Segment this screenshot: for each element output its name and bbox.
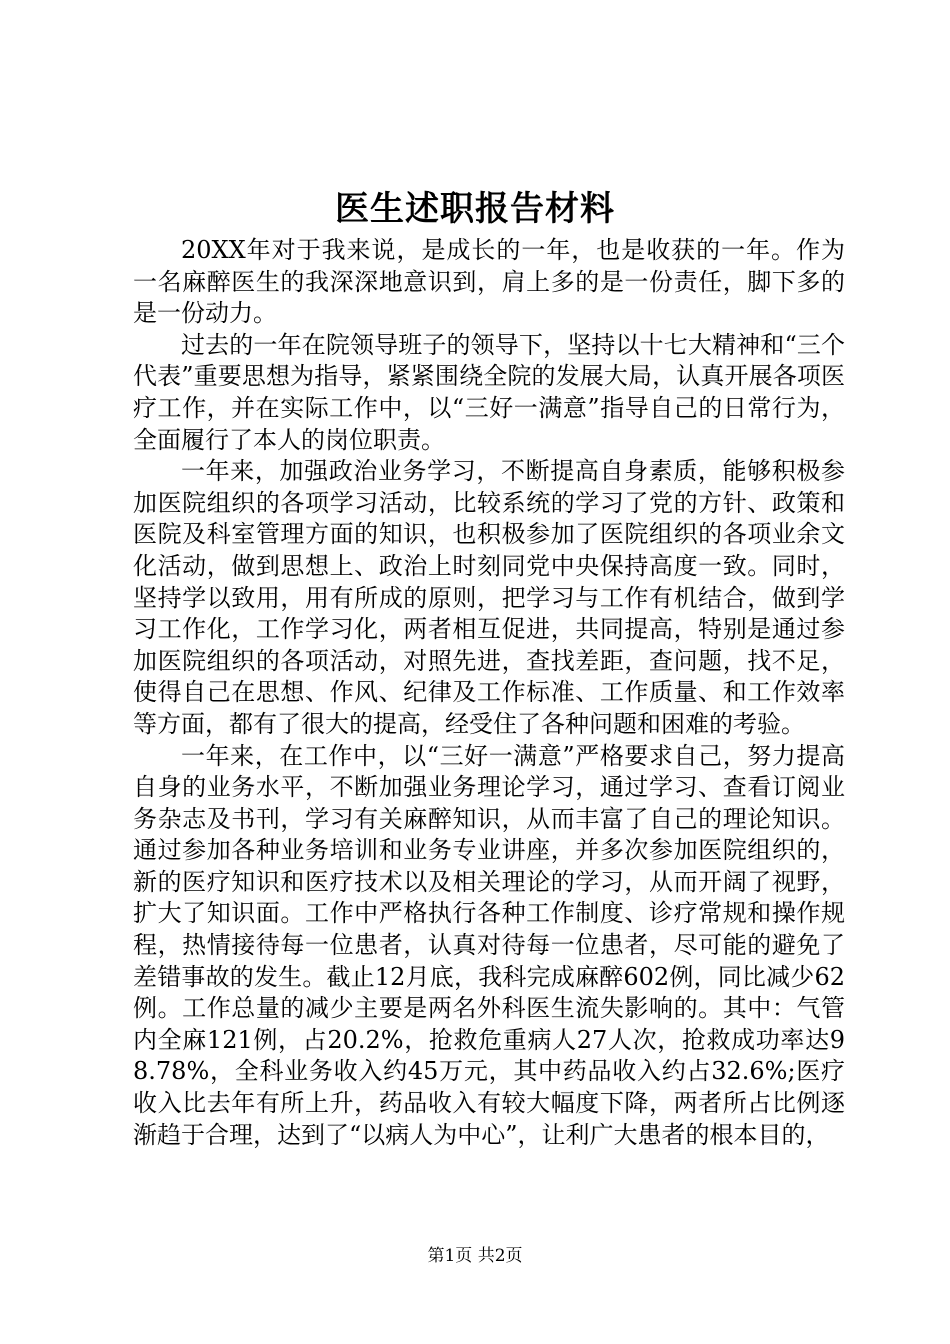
document-title: 医生述职报告材料 (335, 189, 615, 229)
paragraph: 20XX年对于我来说，是成长的一年，也是收获的一年。作为一名麻醉医生的我深深地意识到，肩上多的是一份责任，脚下多的是一份动力。 (133, 236, 845, 328)
paragraph: 一年来，在工作中，以“三好一满意”严格要求自己，努力提高自身的业务水平，不断加强业务理论学习，通过学习、查看订阅业务杂志及书刊，学习有关麻醉知识，从而丰富了自己的理论知识。通过参加各种业务培训和业务专业讲座，并多次参加医院组织的，新的医疗知识和医疗技术以及相关理论的学习，从而开阔了视野，扩大了知识面。工作中严格执行各种工作制度、诊疗常规和操作规程，热情接待每一位患者，认真对待每一位患者，尽可能的避免了差错事故的发生。截止12月底，我科完成麻醉602例，同比减少62例。工作总量的减少主要是两名外科医生流失影响的。其中：气管内全麻121例，占20.2%，抢救危重病人27人次，抢救成功率达98.78%，全科业务收入约45万元，其中药品收入约占32.6%;医疗收入比去年有所上升，药品收入有较大幅度下降，两者所占比例逐渐趋于合理，达到了“以病人为中心”，让利广大患者的根本目的， (133, 741, 845, 1149)
page-number-footer: 第1页 共2页 (427, 1246, 523, 1266)
paragraph: 一年来，加强政治业务学习，不断提高自身素质，能够积极参加医院组织的各项学习活动，比较系统的学习了党的方针、政策和医院及科室管理方面的知识，也积极参加了医院组织的各项业余文化活动，做到思想上、政治上时刻同党中央保持高度一致。同时，坚持学以致用，用有所成的原则，把学习与工作有机结合，做到学习工作化，工作学习化，两者相互促进，共同提高，特别是通过参加医院组织的各项活动，对照先进，查找差距，查问题，找不足，使得自己在思想、作风、纪律及工作标准、工作质量、和工作效率等方面，都有了很大的提高，经受住了各种问题和困难的考验。 (133, 457, 845, 738)
paragraph: 过去的一年在院领导班子的领导下，坚持以十七大精神和“三个代表”重要思想为指导，紧紧围绕全院的发展大局，认真开展各项医疗工作，并在实际工作中，以“三好一满意”指导自己的日常行为，全面履行了本人的岗位职责。 (133, 330, 845, 454)
document-body (133, 235, 845, 1151)
